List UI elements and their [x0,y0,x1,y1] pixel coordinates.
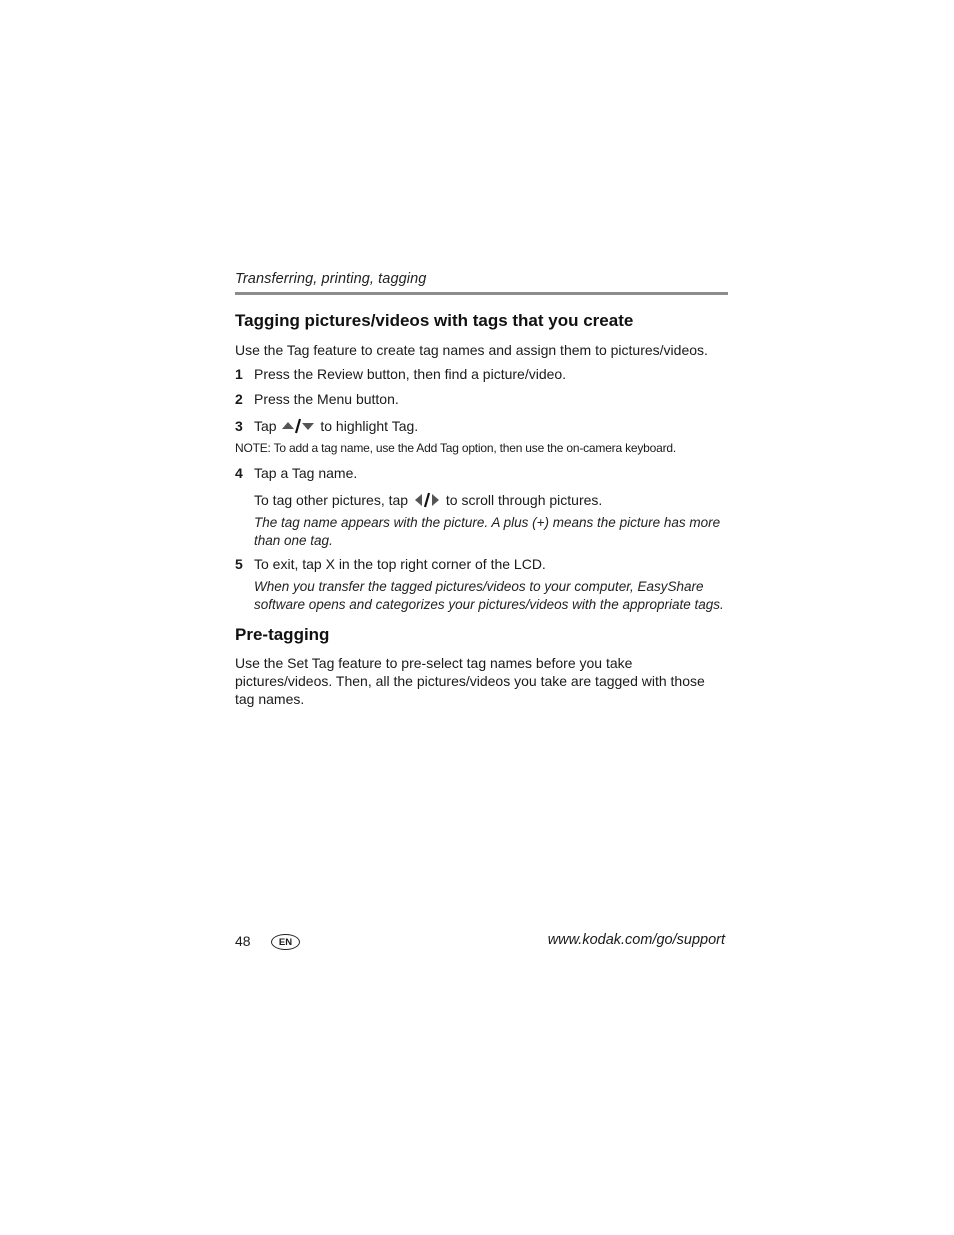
intro-paragraph: Use the Tag feature to create tag names and assign them to pictures/videos. [235,342,708,358]
note-add-tag: NOTE: To add a tag name, use the Add Tag option, then use the on-camera keyboard. [235,441,676,455]
step-text: Tap a Tag name. [254,465,358,481]
step-text: To exit, tap X in the top right corner of the LCD. [254,556,546,572]
step-4-italic-note: The tag name appears with the picture. A plus (+) means the picture has more than one tag. [254,515,721,548]
support-url[interactable]: www.kodak.com/go/support [547,932,725,948]
pre-tagging-paragraph: Use the Set Tag feature to pre-select tag names before you take pictures/videos. Then, all the pictures/videos you take are tagged with those tag names. [235,655,705,707]
step-text-before: Tap [254,418,277,434]
step-text-after: to highlight Tag. [320,418,419,434]
step-number: 3 [235,418,243,434]
step-3 [235,416,728,438]
step-5 [235,555,728,573]
step-number: 5 [235,556,243,572]
page-number: 48 [235,933,251,949]
step-number: 4 [235,465,243,481]
section-heading-tagging: Tagging pictures/videos with tags that you create [235,311,634,330]
up-down-arrows-icon [280,416,316,438]
step-5-italic-note: When you transfer the tagged pictures/videos to your computer, EasyShare software opens and categorizes your pictures/videos with the appropriate tags. [254,579,724,612]
language-badge: EN [271,934,300,950]
step-4-sub [254,490,728,512]
section-heading-pre-tagging: Pre-tagging [235,625,330,644]
header-rule [235,292,728,295]
step-4 [235,464,728,482]
sub-text-before: To tag other pictures, tap [254,492,409,508]
left-right-arrows-icon [412,490,442,512]
running-header: Transferring, printing, tagging [235,271,427,287]
step-text: Press the Menu button. [254,391,399,407]
step-2 [235,390,728,408]
step-number: 1 [235,366,243,382]
step-text: Press the Review button, then find a picture/video. [254,366,567,382]
step-1 [235,365,728,383]
step-number: 2 [235,391,243,407]
sub-text-after: to scroll through pictures. [445,492,603,508]
